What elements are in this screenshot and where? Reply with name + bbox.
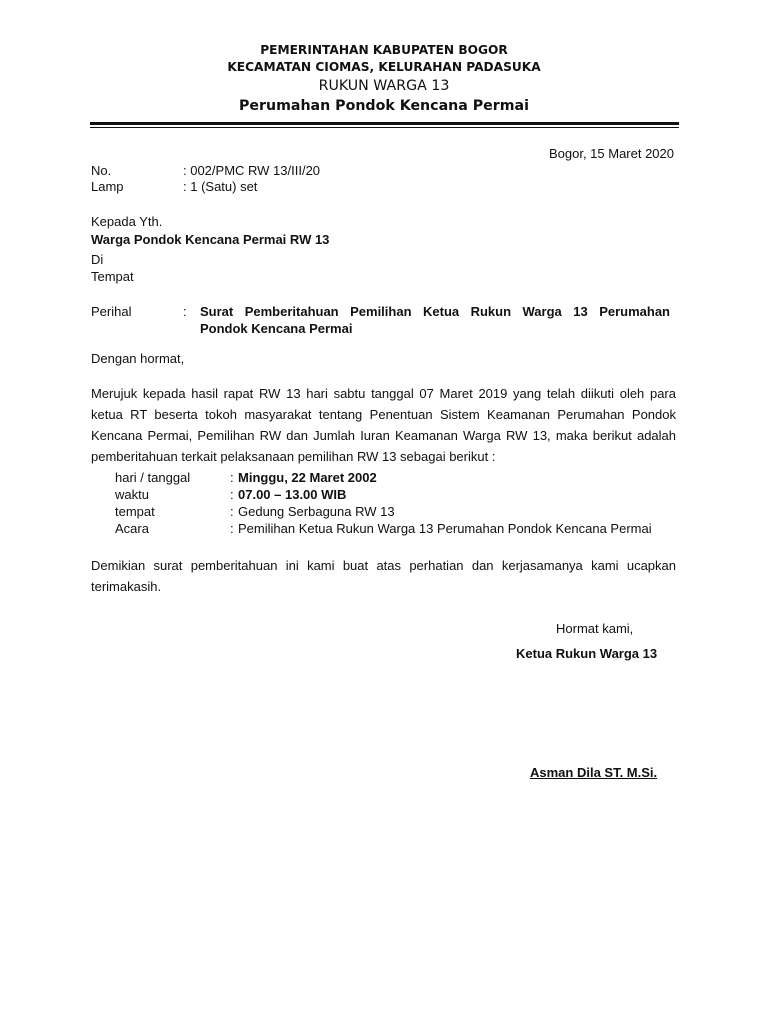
body-paragraph: Merujuk kepada hasil rapat RW 13 hari sabtu tanggal 07 Maret 2019 yang telah diikuti oleh para ketua RT beserta tokoh masyarakat tentang Penentuan Sistem Keamanan Perumahan Pondok Kencana Permai, Pemilihan RW dan Jumlah Iuran Keamanan Warga RW 13, maka berikut adalah pemberitahuan terkait pelaksanaan pemilihan RW 13 sebagai berikut : — [91, 386, 676, 464]
detail-value-place: Gedung Serbaguna RW 13 — [238, 504, 395, 519]
number-value: : 002/PMC RW 13/III/20 — [183, 163, 321, 178]
letterhead — [0, 42, 768, 116]
recipient-name: Warga Pondok Kencana Permai RW 13 — [91, 232, 330, 247]
subject-line-1: Surat Pemberitahuan Pemilihan Ketua Rukun Warga 13 Perumahan — [200, 304, 670, 319]
subject-colon: : — [183, 304, 187, 319]
letterhead-rule-thin — [90, 127, 679, 128]
subject-label: Perihal — [91, 304, 132, 319]
letter-date: Bogor, 15 Maret 2020 — [548, 146, 674, 161]
detail-label-time: waktu — [115, 487, 149, 502]
detail-label-event: Acara — [115, 521, 149, 536]
detail-value-event: Pemilihan Ketua Rukun Warga 13 Perumahan Pondok Kencana Permai — [238, 521, 652, 536]
recipient-kepada: Kepada Yth. — [91, 214, 163, 229]
signature-title: Ketua Rukun Warga 13 — [516, 646, 658, 661]
recipient-tempat: Tempat — [91, 269, 134, 284]
letterhead-rule-thick — [90, 122, 679, 125]
letterhead-line-4: Perumahan Pondok Kencana Permai — [238, 98, 529, 114]
attachment-value: : 1 (Satu) set — [183, 179, 258, 194]
greeting: Dengan hormat, — [91, 351, 185, 366]
signature-name: Asman Dila ST. M.Si. — [530, 765, 658, 780]
detail-value-date: Minggu, 22 Maret 2002 — [238, 470, 377, 485]
detail-label-place: tempat — [115, 504, 155, 519]
letterhead-line-1: PEMERINTAHAN KABUPATEN BOGOR — [260, 43, 508, 57]
letterhead-line-2: KECAMATAN CIOMAS, KELURAHAN PADASUKA — [227, 60, 541, 74]
detail-colon-time: : — [230, 487, 234, 502]
closing-paragraph: Demikian surat pemberitahuan ini kami buat atas perhatian dan kerjasamanya kami ucapkan terimakasih. — [91, 558, 676, 594]
subject-line-2: Pondok Kencana Permai — [200, 321, 353, 336]
recipient-di: Di — [91, 252, 104, 267]
attachment-label: Lamp — [91, 179, 124, 194]
signature-hormat: Hormat kami, — [556, 621, 634, 636]
detail-colon-place: : — [230, 504, 234, 519]
letterhead-line-3: RUKUN WARGA 13 — [318, 78, 450, 94]
detail-colon-event: : — [230, 521, 234, 536]
detail-value-time: 07.00 – 13.00 WIB — [238, 487, 347, 502]
number-label: No. — [91, 163, 112, 178]
detail-colon-date: : — [230, 470, 234, 485]
detail-label-date: hari / tanggal — [115, 470, 191, 485]
